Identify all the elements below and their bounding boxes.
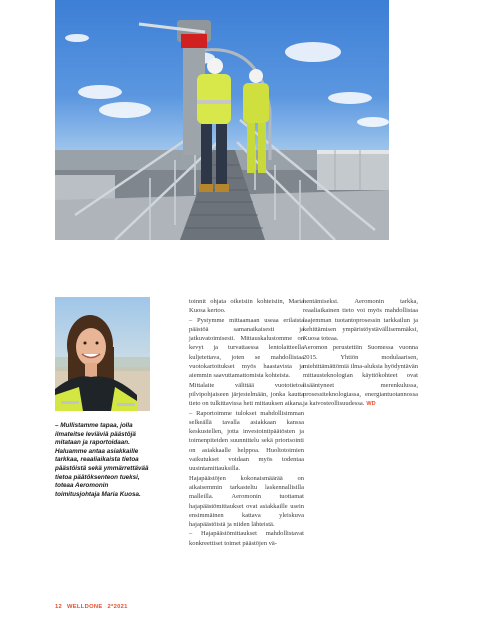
photo-caption [55,422,152,499]
paragraph [303,343,418,409]
portrait-illustration [55,297,150,411]
issue-number: 2*2021 [107,604,128,610]
page-footer [55,604,131,610]
paragraph: – Raportoimme tulokset mahdollisimman selkeällä tavalla asiakkaan kanssa keskustellen, jotta investointipäätösten ja toimenpiteiden suunnittelu sekä priorisointi on asiakkaalle helppoa. Huoltotoimien vaikutukset voidaan myös todentaa uusintamittauksilla. [189,409,304,473]
hero-photo [55,0,389,240]
paragraph: Mittalaite välittää vuototietoa pilvipohjaiseen järjestelmään, jonka kautta tieto on tulkittavissa heti mittauksen aikana. [189,381,304,408]
magazine-name: WELLDONE [66,604,103,610]
paragraph: hentämiseksi. Aeromonin tarkka, reaaliaikainen tieto voi myös mahdollistaa laajemman tuotantoprosessin tarkkailun ja kehittämisen ympäristöystävällisemmäksi, Kuosa toteaa. [303,298,418,343]
end-mark: WD [366,401,376,408]
paragraph: – Pystymme mittaamaan useaa erilaista päästöä samanaikaisesti ja jatkuvatoimisesti. Mittauskalustomme on kevyt ja turvattaessa lentolaitteella kuljetettava, joten se mahdollistaa vuotokartoitukset myös haastavista ja aiemmin saavuttamattomista kohteista. [189,316,304,380]
paragraph: – Hajapäästömittaukset mahdollistavat konkreettiset toimet päästöjen vä- [189,530,304,547]
paragraph-text: Aeromon perustettiin Suomessa vuonna 2015. Yhtiön modulaarisen, miehittämättömiä ilma-aluksia hyödyntävän mittausteknologian käyttökohteet ovat lisääntyneet merenkulussa, prosessiteknologiassa, energiantuotannossa ja kaivosteollisuudessa. [303,344,418,408]
paragraph: Hajapäästöjen kokonaismäärää on aikaisemmin tarkasteltu laskennallisilla malleilla. Aeromonin tuottamat hajapäästömittaukset ovat asiakkaille usein ensimmäinen kattava yleiskuva hajapäästöistä ja niiden lähteistä. [189,474,304,529]
page-number: 12 [55,604,63,610]
article-column-1 [189,297,304,548]
hero-photo-illustration [55,0,389,240]
portrait-photo [55,297,150,411]
article-column-2 [303,297,418,410]
caption-text: – Mullistamme tapaa, jolla ilmateitse leviäviä päästöjä mitataan ja raportoidaan. Haluamme antaa asiakkaille tarkkaa, reaaliaikaista tietoa päästöistä sekä ymmärrettävää tietoa päätöksenteon tueksi, toteaa Aeromonin toimitusjohtaja Maria Kuosa. [55,422,149,498]
paragraph: toinnit ohjata oikeisiin kohteisiin, Maria Kuosa kertoo. [189,298,304,315]
